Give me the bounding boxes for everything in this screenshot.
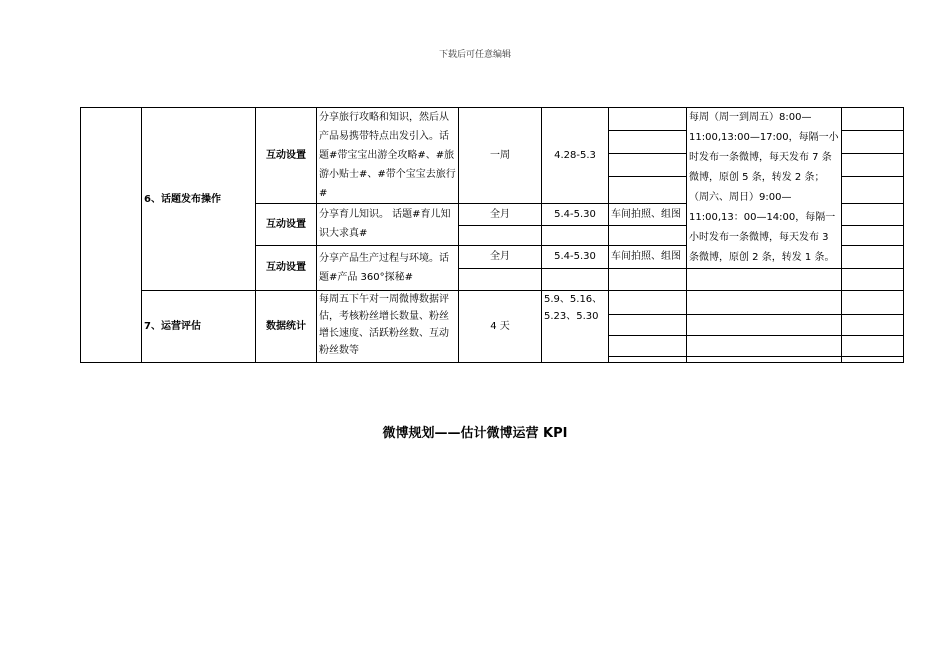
blank-left-cell xyxy=(81,108,142,363)
cell xyxy=(842,291,904,315)
cell xyxy=(609,176,687,203)
header-note: 下载后可任意编辑 xyxy=(438,50,511,60)
cell xyxy=(609,153,687,176)
cell xyxy=(609,357,687,363)
row-4-dates: 5.9、5.16、5.23、5.30 xyxy=(542,291,609,363)
row-2-dates: 5.4-5.30 xyxy=(542,204,609,226)
cell xyxy=(687,269,842,291)
cell xyxy=(842,245,904,269)
row-3-media: 车间拍照、组图 xyxy=(609,245,687,269)
row-3-dates: 5.4-5.30 xyxy=(542,245,609,269)
cell xyxy=(842,225,904,245)
cell xyxy=(609,291,687,315)
cell xyxy=(609,269,687,291)
cell xyxy=(842,315,904,336)
cell xyxy=(842,357,904,363)
cell xyxy=(609,336,687,357)
cell xyxy=(542,269,609,291)
cell xyxy=(842,153,904,176)
cell xyxy=(842,108,904,131)
row-4-content: 每周五下午对一周微博数据评估，考核粉丝增长数量、粉丝增长速度、活跃粉丝数、互动粉丝数等 xyxy=(317,291,459,363)
row-2-content: 分享育儿知识。 话题#育儿知识大求真# xyxy=(317,204,459,246)
cell xyxy=(687,336,842,357)
cell xyxy=(687,291,842,315)
row-1-duration: 一周 xyxy=(459,108,542,204)
plan-table xyxy=(80,107,904,363)
section-title: 微博规划——估计微博运营 KPI xyxy=(382,426,568,441)
row-1-dates: 4.28-5.3 xyxy=(542,108,609,204)
row-3-duration: 全月 xyxy=(459,245,542,269)
cell xyxy=(609,225,687,245)
cell xyxy=(842,204,904,226)
cell xyxy=(842,130,904,153)
cell xyxy=(842,176,904,203)
section-6-label: 6、话题发布操作 xyxy=(142,108,256,291)
cell xyxy=(459,225,542,245)
row-2-type: 互动设置 xyxy=(256,204,317,246)
cell xyxy=(842,269,904,291)
cell xyxy=(687,357,842,363)
section-7-label: 7、运营评估 xyxy=(142,291,256,363)
row-2-duration: 全月 xyxy=(459,204,542,226)
row-2-media: 车间拍照、组图 xyxy=(609,204,687,226)
cell xyxy=(609,130,687,153)
row-4-duration: 4 天 xyxy=(459,291,542,363)
cell xyxy=(842,336,904,357)
schedule-note: 每周（周一到周五）8:00—11:00,13:00—17:00，每隔一小时发布一条微博，每天发布 7 条微博，原创 5 条，转发 2 条；（周六、周日）9:00—11:00,13：00—14:00，每隔一小时发布一条微博，每天发布 3 条微博，原创 2 条，转发 1 条。 xyxy=(687,108,842,269)
row-3-content: 分享产品生产过程与环境。话题#产品 360°探秘# xyxy=(317,245,459,291)
row-1-content: 分享旅行攻略和知识，然后从产品易携带特点出发引入。话题#带宝宝出游全攻略#、#旅游小贴士#、#带个宝宝去旅行# xyxy=(317,108,459,204)
cell xyxy=(542,225,609,245)
cell xyxy=(609,315,687,336)
cell xyxy=(687,315,842,336)
row-1-type: 互动设置 xyxy=(256,108,317,204)
cell xyxy=(609,108,687,131)
row-4-type: 数据统计 xyxy=(256,291,317,363)
cell xyxy=(459,269,542,291)
row-3-type: 互动设置 xyxy=(256,245,317,291)
